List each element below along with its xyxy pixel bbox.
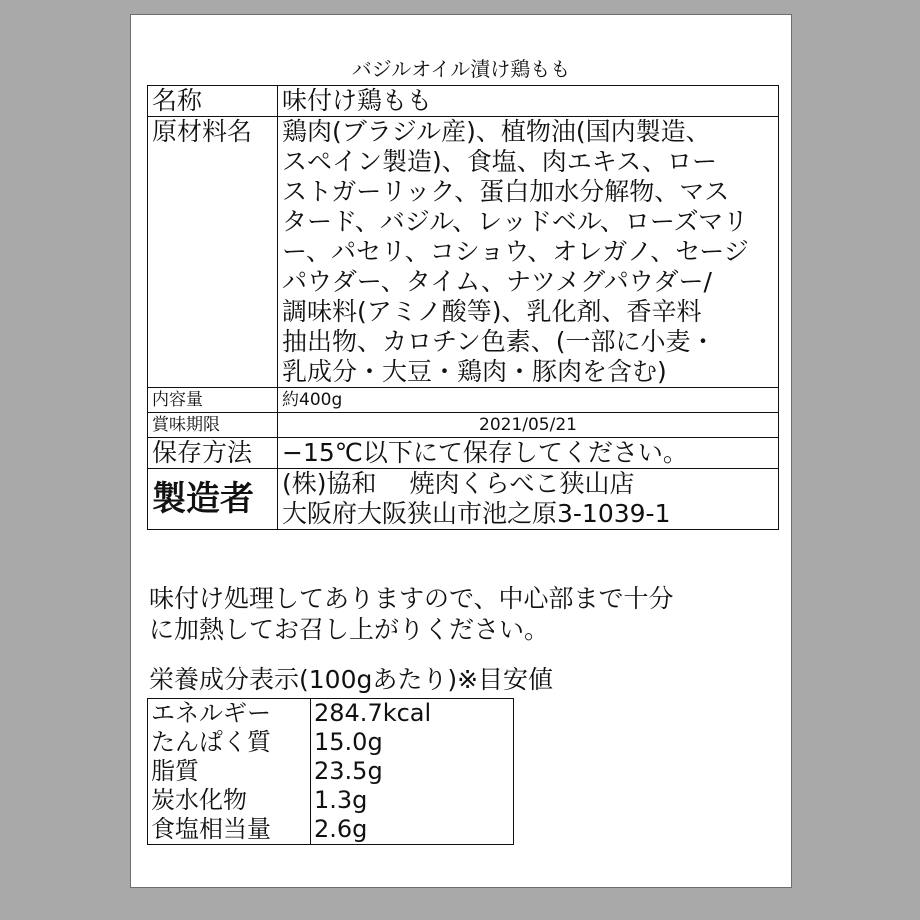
note-line: に加熱してお召し上がりください。 [149,615,550,644]
nutrition-value: 1.3g [314,786,368,814]
spec-row-content [148,388,779,413]
nutrition-label: 脂質 [151,757,199,785]
cooking-note [149,583,674,645]
product-title: バジルオイル漬け鶏もも [351,57,571,81]
note-line: 味付け処理してありますので、中心部まで十分 [149,584,674,613]
nutrition-label: エネルギー [151,699,271,727]
spec-table [147,85,779,530]
expiry-label: 賞味期限 [148,413,278,438]
nutrition-value: 2.6g [314,815,368,843]
ingredients-line: ストガーリック、蛋白加水分解物、マス [282,177,730,206]
nutrition-table [147,698,514,845]
ingredients-line: タード、バジル、レッドベル、ローズマリ [282,207,749,236]
content-value: 約400g [278,388,779,413]
name-label: 名称 [148,86,278,117]
nutrition-title: 栄養成分表示(100gあたり)※目安値 [149,665,554,694]
storage-value: −15℃以下にて保存してください。 [278,438,779,469]
nutrition-label: 食塩相当量 [151,815,271,843]
nutrition-label: 炭水化物 [151,786,247,814]
ingredients-label: 原材料名 [148,117,278,388]
ingredients-value [278,117,779,388]
ingredients-line: パウダー、タイム、ナツメグパウダー/ [282,267,712,296]
ingredients-line: 抽出物、カロチン色素、(一部に小麦・ [282,327,716,356]
table-row [148,699,514,845]
spec-row-expiry [148,413,779,438]
ingredients-line: 鶏肉(ブラジル産)、植物油(国内製造、 [282,117,711,146]
label-sheet [130,14,792,888]
nutrition-labels [148,699,311,845]
spec-row-maker [148,469,779,530]
nutrition-value: 15.0g [314,728,383,756]
nutrition-value: 23.5g [314,757,383,785]
ingredients-line: 乳成分・大豆・鶏肉・豚肉を含む) [282,357,667,386]
maker-address: 大阪府大阪狭山市池之原3-1039-1 [282,499,671,528]
spec-row-ingredients [148,117,779,388]
name-value: 味付け鶏もも [278,86,779,117]
maker-value [278,469,779,530]
maker-name: (株)協和 焼肉くらべこ狭山店 [282,469,635,498]
ingredients-line: スペイン製造)、食塩、肉エキス、ロー [282,147,718,176]
expiry-value: 2021/05/21 [278,413,779,438]
nutrition-label: たんぱく質 [151,728,271,756]
content-label: 内容量 [148,388,278,413]
ingredients-line: ー、パセリ、コショウ、オレガノ、セージ [282,237,749,266]
spec-row-storage [148,438,779,469]
storage-label: 保存方法 [148,438,278,469]
nutrition-value: 284.7kcal [314,699,432,727]
ingredients-line: 調味料(アミノ酸等)、乳化剤、香辛料 [282,297,702,326]
spec-row-name [148,86,779,117]
nutrition-values [311,699,514,845]
maker-label: 製造者 [148,469,278,530]
